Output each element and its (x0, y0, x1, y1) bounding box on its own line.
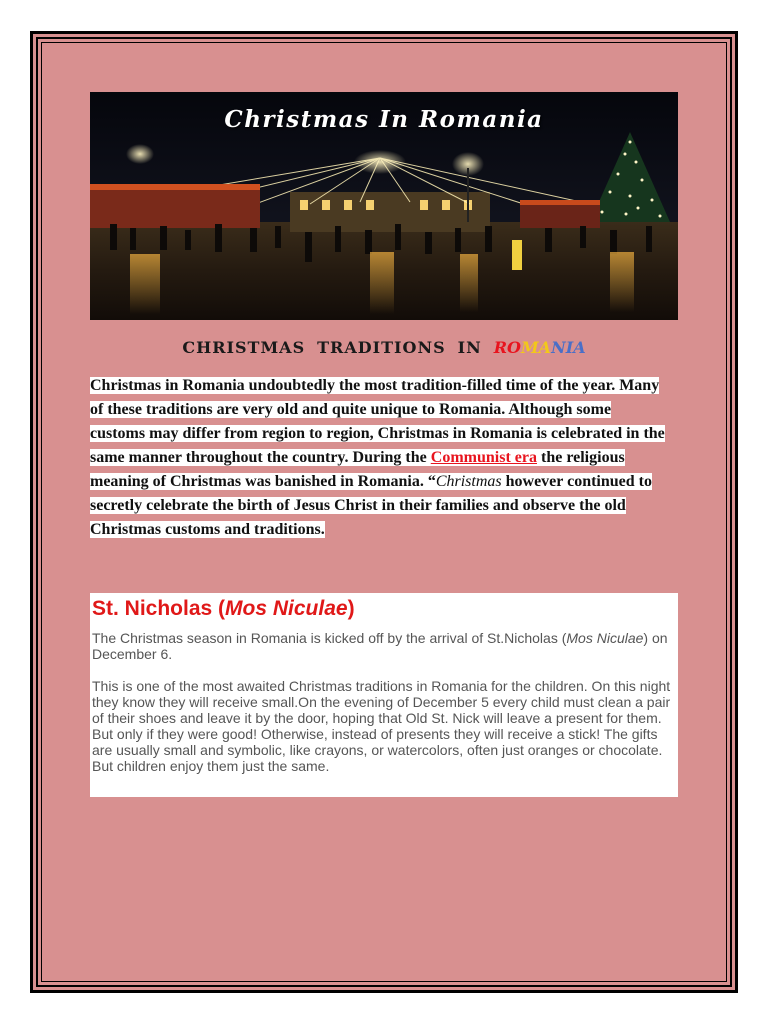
intro-text: the most tradition-filled time of the year. Many of these traditions are very old and quite unique to Romania. Although some customs may differ from region to region, Christmas in Romania is celebrated in the same manner throughout the country. During the (90, 377, 665, 466)
title-text: St. Nicholas ( (92, 597, 226, 620)
communist-era-link[interactable]: Communist era (430, 449, 537, 466)
banner-title: Christmas In Romania (224, 106, 544, 133)
paragraph-text: ) on December 6. (92, 630, 668, 662)
heading-country-ro: RO (493, 338, 521, 357)
heading-country-ma: MA (520, 338, 552, 357)
heading-country (494, 338, 586, 357)
st-nicholas-paragraph-2: This is one of the most awaited Christmas traditions in Romania for the children. On this night they know they will receive small.On the evening of December 5 every child must clean a pair of their shoes and leave it by the door, hoping that Old St. Nick will leave a present for them. But only if they were good! Otherwise, instead of presents they will receive a stick! The gifts are usually small and symbolic, like crayons, or watercolors, often just oranges or chocolate. But children enjoy them just the same. (92, 678, 671, 774)
heading-word: TRADITIONS (317, 338, 446, 357)
banner-image (90, 92, 678, 320)
section-heading (90, 338, 678, 357)
intro-text: however continued to secretly celebrate the birth of Jesus Christ in their families and observe the old Christmas customs and traditions. (90, 473, 652, 538)
title-italic-text: Mos Niculae (225, 597, 348, 620)
intro-text: the religious meaning of Christmas was banished in Romania. “ (90, 449, 625, 490)
heading-country-nia: NIA (551, 338, 586, 357)
st-nicholas-section (90, 593, 678, 797)
heading-word: CHRISTMAS (182, 338, 306, 357)
intro-paragraph (90, 374, 670, 542)
st-nicholas-title (92, 596, 678, 622)
title-text: ) (347, 597, 355, 620)
paragraph-italic-text: Mos Niculae (566, 630, 644, 646)
intro-italic-text: Christmas (435, 473, 502, 490)
intro-text: Christmas in Romania undoubtedly (90, 377, 335, 394)
paragraph-text: The Christmas season in Romania is kicked off by the arrival of St.Nicholas ( (92, 630, 567, 646)
heading-word: IN (457, 338, 482, 357)
st-nicholas-paragraph-1 (92, 630, 678, 662)
